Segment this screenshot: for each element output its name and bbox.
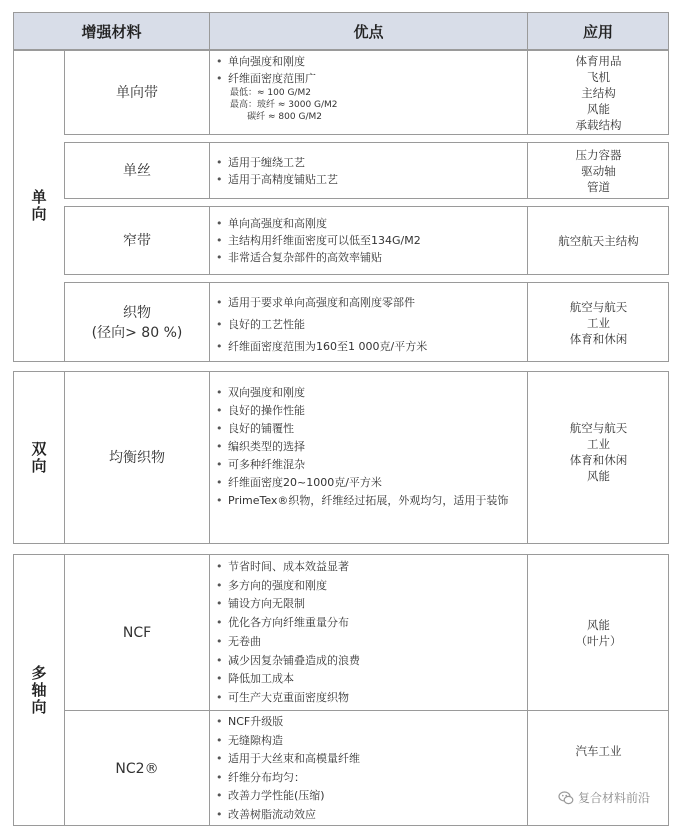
header-advantages-label: 优点 [353,22,384,41]
advantage-item: • 无卷曲 [216,633,522,652]
advantage-note: 碳纤 ≈ 800 G/M2 [230,112,322,122]
row-gap [64,198,669,207]
advantages-cell [216,558,522,708]
application-item: 飞机 [587,69,610,84]
material-name: 织物 (径向> 80 %) [91,305,183,341]
watermark [558,789,650,806]
material-name: NCF [122,624,152,641]
application-item: 航空与航天 [569,300,628,314]
application-item: （叶片） [575,633,622,648]
material-name: 单丝 [123,163,151,179]
advantage-item: • 良好的工艺性能 [216,314,522,336]
row-gap [64,274,669,283]
material-name: 单向带 [116,84,158,101]
advantage-item: • 减少因复杂铺叠造成的浪费 [216,652,522,671]
group-bidirectional [13,371,669,544]
group-label-unidirectional [14,51,64,361]
watermark-text: 复合材料前沿 [577,791,650,805]
header-applications [527,12,669,50]
applications-cell [528,372,669,532]
group-label-bidirectional [14,372,64,543]
application-item: 工业 [587,437,610,451]
advantage-item: • NCF升级版 [216,713,522,732]
application-item: 航空与航天 [569,421,628,435]
advantage-item: • 单向强度和刚度 [216,53,522,70]
advantage-item: • 纤维面密度20~1000克/平方米 [216,474,516,492]
material-cell [65,51,209,134]
application-item: 汽车工业 [575,744,622,758]
material-cell [65,711,209,826]
advantage-item: • 纤维分布均匀： [216,769,522,788]
applications-cell [528,51,669,134]
header-advantages [209,12,528,50]
group-label-text: 双向 [29,440,48,475]
applications-cell [528,711,669,791]
wechat-icon [558,790,574,806]
advantages-cell [216,215,522,266]
advantage-item: • 双向强度和刚度 [216,384,516,402]
divider [209,372,210,543]
header-material-label: 增强材料 [81,22,142,41]
advantage-item: • 适用于高精度铺贴工艺 [216,171,522,188]
applications-cell [528,208,669,274]
advantage-item: • 适用于要求单向高强度和高刚度零部件 [216,292,522,314]
advantage-item: • 适用于缠绕工艺 [216,154,522,171]
applications-cell [528,555,669,710]
advantage-note: 最低：≈ 100 G/M2 [230,88,311,98]
advantage-item: • 单向高强度和高刚度 [216,215,522,232]
material-cell [65,284,209,362]
divider [209,555,210,825]
group-label-text: 多轴向 [29,664,48,716]
application-item: 压力容器 [575,148,622,162]
material-name: 窄带 [123,233,151,249]
material-name: 均衡织物 [109,449,165,466]
advantages-cell [216,713,522,824]
application-item: 风能 [587,617,610,632]
advantage-item: • 降低加工成本 [216,670,522,689]
advantage-item: • 节省时间、成本效益显著 [216,558,522,577]
application-item: 驱动轴 [581,164,616,178]
advantages-cell [216,154,522,188]
advantage-item: • 良好的铺覆性 [216,420,516,438]
advantage-note: 最高：玻纤 ≈ 3000 G/M2 [230,100,338,110]
advantage-item: • 适用于大丝束和高模量纤维 [216,750,522,769]
advantages-cell [216,292,522,358]
application-item: 体育和休闲 [569,332,628,346]
material-cell [65,208,209,274]
advantage-item: • 可多种纤维混杂 [216,456,516,474]
applications-cell [528,284,669,362]
application-item: 风能 [587,101,610,116]
application-item: 体育和休闲 [569,453,628,467]
advantage-item: • 可生产大克重面密度织物 [216,689,522,708]
advantage-item: • 铺设方向无限制 [216,595,522,614]
material-name: NC2® [115,760,159,777]
advantage-item: • 改善力学性能(压缩) [216,787,522,806]
header-material [13,12,210,50]
group-label-text: 单向 [29,189,48,223]
advantage-item: • 非常适合复杂部件的高效率铺贴 [216,249,522,266]
advantages-cell [216,53,522,123]
material-cell [65,144,209,198]
group-multiaxial [13,554,669,826]
advantage-item: • 编织类型的选择 [216,438,516,456]
material-cell [65,372,209,543]
group-label-multiaxial [14,555,64,825]
advantages-cell [216,384,516,510]
advantage-item: • 主结构用纤维面密度可以低至134G/M2 [216,232,522,249]
application-item: 主结构 [581,85,616,100]
advantage-item: • 纤维面密度范围为160至1 000克/平方米 [216,336,522,358]
application-item: 管道 [587,180,610,194]
application-item: 工业 [587,316,610,330]
application-item: 航空航天主结构 [558,234,639,248]
row-gap [64,134,669,143]
application-item: 风能 [587,469,610,483]
advantage-item: • 改善树脂流动效应 [216,806,522,825]
advantage-item: • 良好的操作性能 [216,402,516,420]
advantage-item: • 纤维面密度范围广 [216,70,522,87]
advantage-item: • 无缝隙构造 [216,732,522,751]
application-item: 承载结构 [575,117,622,132]
header-applications-label: 应用 [582,22,613,41]
material-cell [65,555,209,710]
application-item: 体育用品 [575,53,622,68]
applications-cell [528,144,669,198]
advantage-item: • PrimeTex®织物，纤维经过拓展，外观均匀，适用于装饰 [216,492,516,510]
advantage-item: • 多方向的强度和刚度 [216,577,522,596]
advantage-item: • 优化各方向纤维重量分布 [216,614,522,633]
